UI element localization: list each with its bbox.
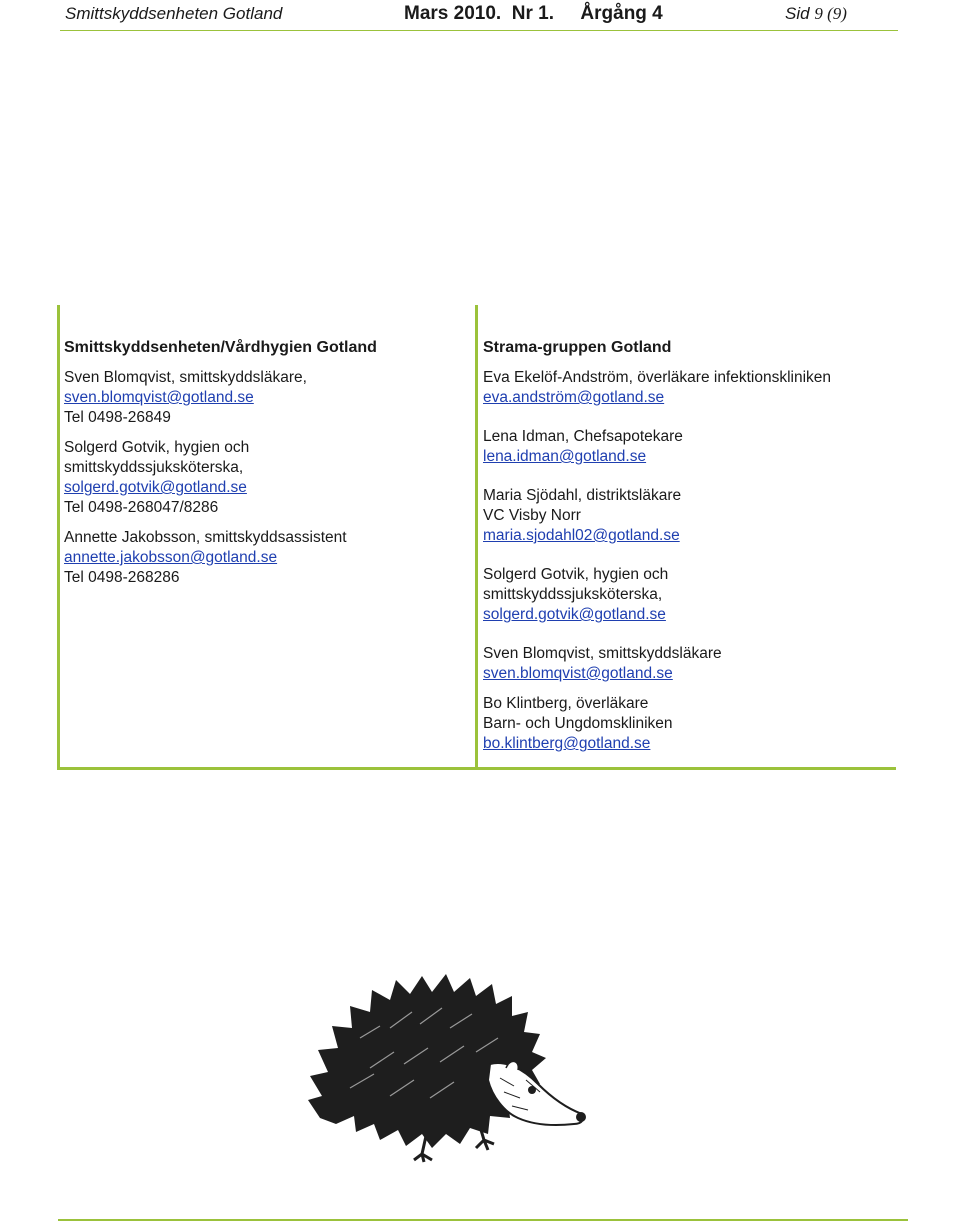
- contact-annette-email[interactable]: annette.jakobsson@gotland.se: [64, 549, 278, 566]
- strama-maria-unit: VC Visby Norr: [483, 507, 581, 524]
- contact-sven-tel: Tel 0498-26849: [64, 409, 171, 426]
- strama-bo-unit: Barn- och Ungdomskliniken: [483, 715, 673, 732]
- header-issue: [404, 4, 663, 24]
- strama-solgerd-email[interactable]: solgerd.gotvik@gotland.se: [483, 606, 666, 623]
- header-org: Smittskyddsenheten Gotland: [65, 4, 283, 23]
- header-rule: [60, 30, 898, 31]
- header-page-label: Sid: [785, 4, 810, 23]
- contact-solgerd-email[interactable]: solgerd.gotvik@gotland.se: [64, 479, 247, 496]
- header-page: [785, 4, 847, 24]
- box-bottom-border: [57, 767, 896, 770]
- header-page-number: 9 (9): [814, 4, 847, 23]
- strama-lena-name: Lena Idman, Chefsapotekare: [483, 428, 683, 445]
- strama-maria-name: Maria Sjödahl, distriktsläkare: [483, 487, 682, 504]
- strama-bo-email[interactable]: bo.klintberg@gotland.se: [483, 735, 651, 752]
- contact-solgerd-name: Solgerd Gotvik, hygien och: [64, 439, 250, 456]
- header-issue-number: Nr 1.: [511, 3, 554, 24]
- strama-solgerd-name: Solgerd Gotvik, hygien och: [483, 566, 669, 583]
- contact-solgerd-tel: Tel 0498-268047/8286: [64, 499, 219, 516]
- strama-maria-email[interactable]: maria.sjodahl02@gotland.se: [483, 527, 680, 544]
- footer-rule: [58, 1219, 908, 1221]
- strama-bo-name: Bo Klintberg, överläkare: [483, 695, 649, 712]
- section-title-strama: Strama-gruppen Gotland: [483, 339, 672, 356]
- strama-sven-email[interactable]: sven.blomqvist@gotland.se: [483, 665, 673, 682]
- contact-solgerd-title: smittskyddssjuksköterska,: [64, 459, 244, 476]
- strama-solgerd-title: smittskyddssjuksköterska,: [483, 586, 663, 603]
- section-title-smittskydd: Smittskyddsenheten/Vårdhygien Gotland: [64, 339, 377, 356]
- contacts-smittskydd: [64, 338, 377, 588]
- strama-eva-name: Eva Ekelöf-Andström, överläkare infektionskliniken: [483, 369, 832, 386]
- strama-lena-email[interactable]: lena.idman@gotland.se: [483, 448, 647, 465]
- header-volume: Årgång 4: [580, 3, 663, 24]
- box-left-border: [57, 305, 60, 770]
- contacts-strama: [483, 338, 831, 754]
- header-issue-date: Mars 2010.: [404, 3, 502, 24]
- box-divider: [475, 305, 478, 770]
- contact-sven-email[interactable]: sven.blomqvist@gotland.se: [64, 389, 254, 406]
- contact-sven-name: Sven Blomqvist, smittskyddsläkare,: [64, 369, 307, 386]
- hedgehog-icon: [300, 968, 590, 1168]
- contact-annette-tel: Tel 0498-268286: [64, 569, 180, 586]
- strama-sven-name: Sven Blomqvist, smittskyddsläkare: [483, 645, 722, 662]
- strama-eva-email[interactable]: eva.andström@gotland.se: [483, 389, 665, 406]
- contact-annette-name: Annette Jakobsson, smittskyddsassistent: [64, 529, 347, 546]
